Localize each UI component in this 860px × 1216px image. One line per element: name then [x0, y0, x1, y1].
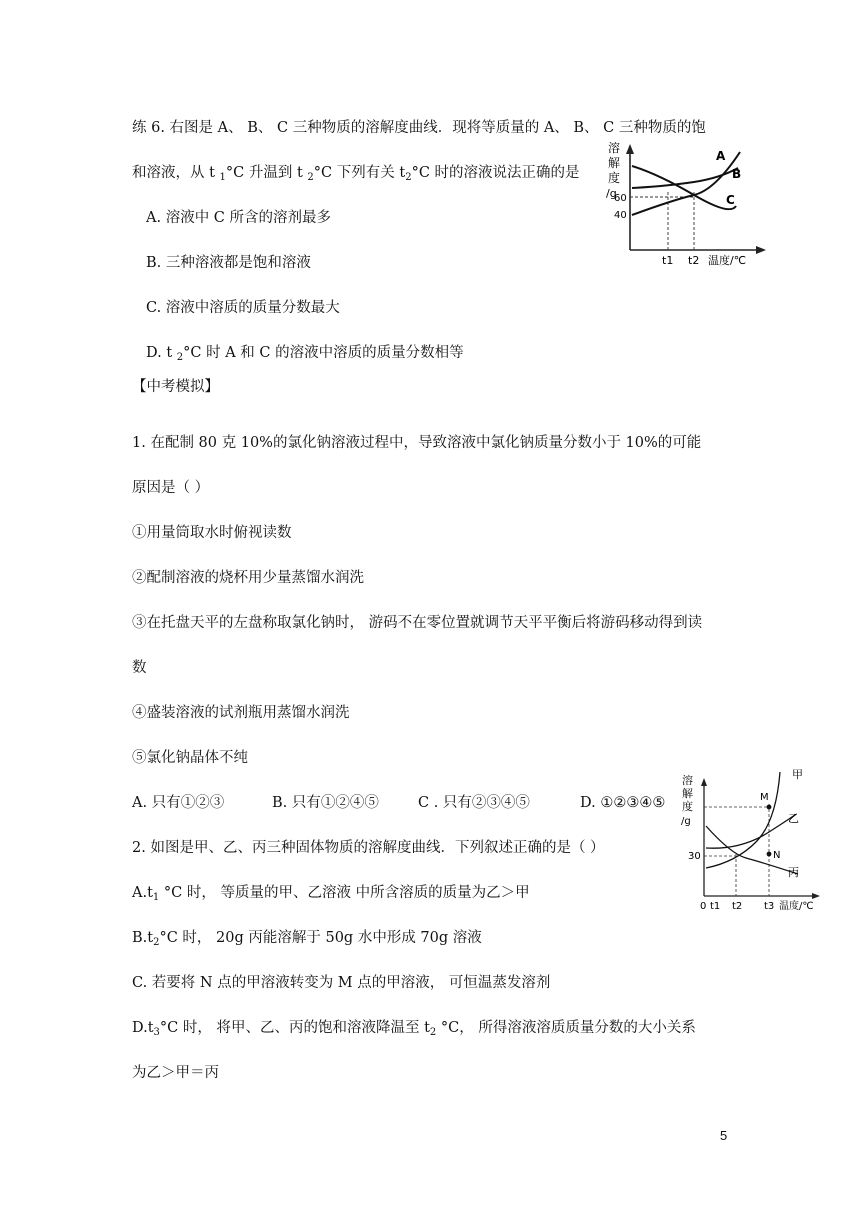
m2-option-d-line1: $D.t_3^\circ C$ 时， 将甲、乙、丙的饱和溶液降温至 $t_2$ °C， 所得溶液溶质质量分数的大小关系 [132, 1020, 696, 1038]
m2-x-arrow [812, 893, 820, 899]
m2-label-n: N [773, 850, 781, 861]
m2-tick-0: 0 [700, 901, 707, 912]
q6-stem-line2: 和溶液，从 t $_1$°C 升温到 t $_2$°C 下列有关 $t_2^\circ C$ 时的溶液说法正确的是 [132, 165, 580, 183]
m1-option-a: A. 只有①②③ [132, 795, 225, 811]
m1-item-2: ②配制溶液的烧杯用少量蒸馏水润洗 [132, 570, 364, 586]
m2-label-bing: 丙 [788, 866, 799, 879]
m1-option-d: D. ①②③④⑤ [580, 795, 666, 811]
m2-ylabel-3: 度 [682, 800, 693, 813]
q6-tick-40: 40 [614, 210, 627, 221]
m1-item-3-line1: ③在托盘天平的左盘称取氯化钠时， 游码不在零位置就调节天平平衡后将游码移动得到读 [132, 615, 703, 631]
m1-item-1: ①用量筒取水时俯视读数 [132, 525, 292, 541]
m1-option-c: C . 只有②③④⑤ [418, 795, 530, 811]
q6-tick-t1: t1 [662, 254, 674, 267]
q6-solubility-chart [598, 138, 773, 270]
q6-label-c: C [726, 193, 735, 207]
q6-label-b: B [732, 167, 742, 181]
q6-option-a: A. 溶液中 C 所含的溶剂最多 [146, 210, 332, 226]
m2-option-c: C. 若要将 N 点的甲溶液转变为 M 点的甲溶液， 可恒温蒸发溶剂 [132, 975, 551, 991]
q6-option-d: D. t $_2$°C 时 A 和 C 的溶液中溶质的质量分数相等 [146, 345, 464, 363]
q6-x-arrow [756, 246, 766, 254]
m2-tick-t2: t2 [732, 901, 743, 912]
q6-label-a: A [716, 149, 726, 163]
m2-label-m: M [760, 792, 769, 803]
m2-curve-yi [706, 814, 796, 848]
m2-solubility-chart [676, 764, 826, 914]
m2-label-jia: 甲 [792, 768, 803, 781]
q6-ylabel-4: /g [606, 187, 617, 200]
q6-ylabel-1: 溶 [608, 141, 621, 155]
m2-tick-30: 30 [688, 851, 701, 862]
m1-option-b: B. 只有①②④⑤ [272, 795, 379, 811]
page-number: 5 [720, 1128, 728, 1143]
m2-option-d-line2: 为乙＞甲＝丙 [132, 1065, 219, 1081]
m2-ylabel-1: 溶 [682, 774, 693, 787]
m2-option-b: $B.t_2^\circ C$ 时， 20g 丙能溶解于 50g 水中形成 70g 溶液 [132, 930, 482, 948]
m1-stem-line2: 原因是（ ） [132, 480, 210, 496]
section-title: 【中考模拟】 [132, 379, 219, 395]
q6-ylabel-2: 解 [608, 156, 621, 170]
m2-xlabel: 温度/℃ [779, 901, 814, 912]
q6-stem-line1: 练 6. 右图是 A、 B、 C 三种物质的溶解度曲线．现将等质量的 A、 B、 C 三种物质的饱 [132, 120, 706, 136]
q6-tick-60: 60 [614, 193, 627, 204]
m2-option-a: $A.t_1$ °C 时， 等质量的甲、乙溶液 中所含溶质的质量为乙＞甲 [132, 885, 530, 903]
m2-point-n [767, 852, 772, 857]
q6-option-c: C. 溶液中溶质的质量分数最大 [146, 300, 340, 316]
q6-xlabel: 温度/℃ [708, 254, 747, 267]
m1-stem-line1: 1. 在配制 80 克 10%的氯化钠溶液过程中，导致溶液中氯化钠质量分数小于 10%的可能 [132, 435, 702, 451]
m2-ylabel-2: 解 [682, 787, 693, 800]
m1-item-3-line2: 数 [132, 660, 147, 676]
q6-ylabel-3: 度 [608, 171, 621, 185]
m2-point-m [767, 805, 772, 810]
m2-ylabel-4: /g [681, 816, 691, 827]
m2-y-arrow [701, 778, 707, 786]
m2-curve-bing [706, 826, 798, 874]
m2-tick-t1: t1 [710, 901, 721, 912]
q6-y-arrow [626, 144, 634, 154]
m1-item-4: ④盛装溶液的试剂瓶用蒸馏水润洗 [132, 705, 350, 721]
q6-tick-t2: t2 [688, 254, 700, 267]
m2-tick-t3: t3 [764, 901, 775, 912]
m2-label-yi: 乙 [788, 812, 799, 825]
q6-option-b: B. 三种溶液都是饱和溶液 [146, 255, 311, 271]
m1-item-5: ⑤氯化钠晶体不纯 [132, 750, 248, 766]
m2-stem: 2. 如图是甲、乙、丙三种固体物质的溶解度曲线．下列叙述正确的是（ ） [132, 840, 605, 856]
